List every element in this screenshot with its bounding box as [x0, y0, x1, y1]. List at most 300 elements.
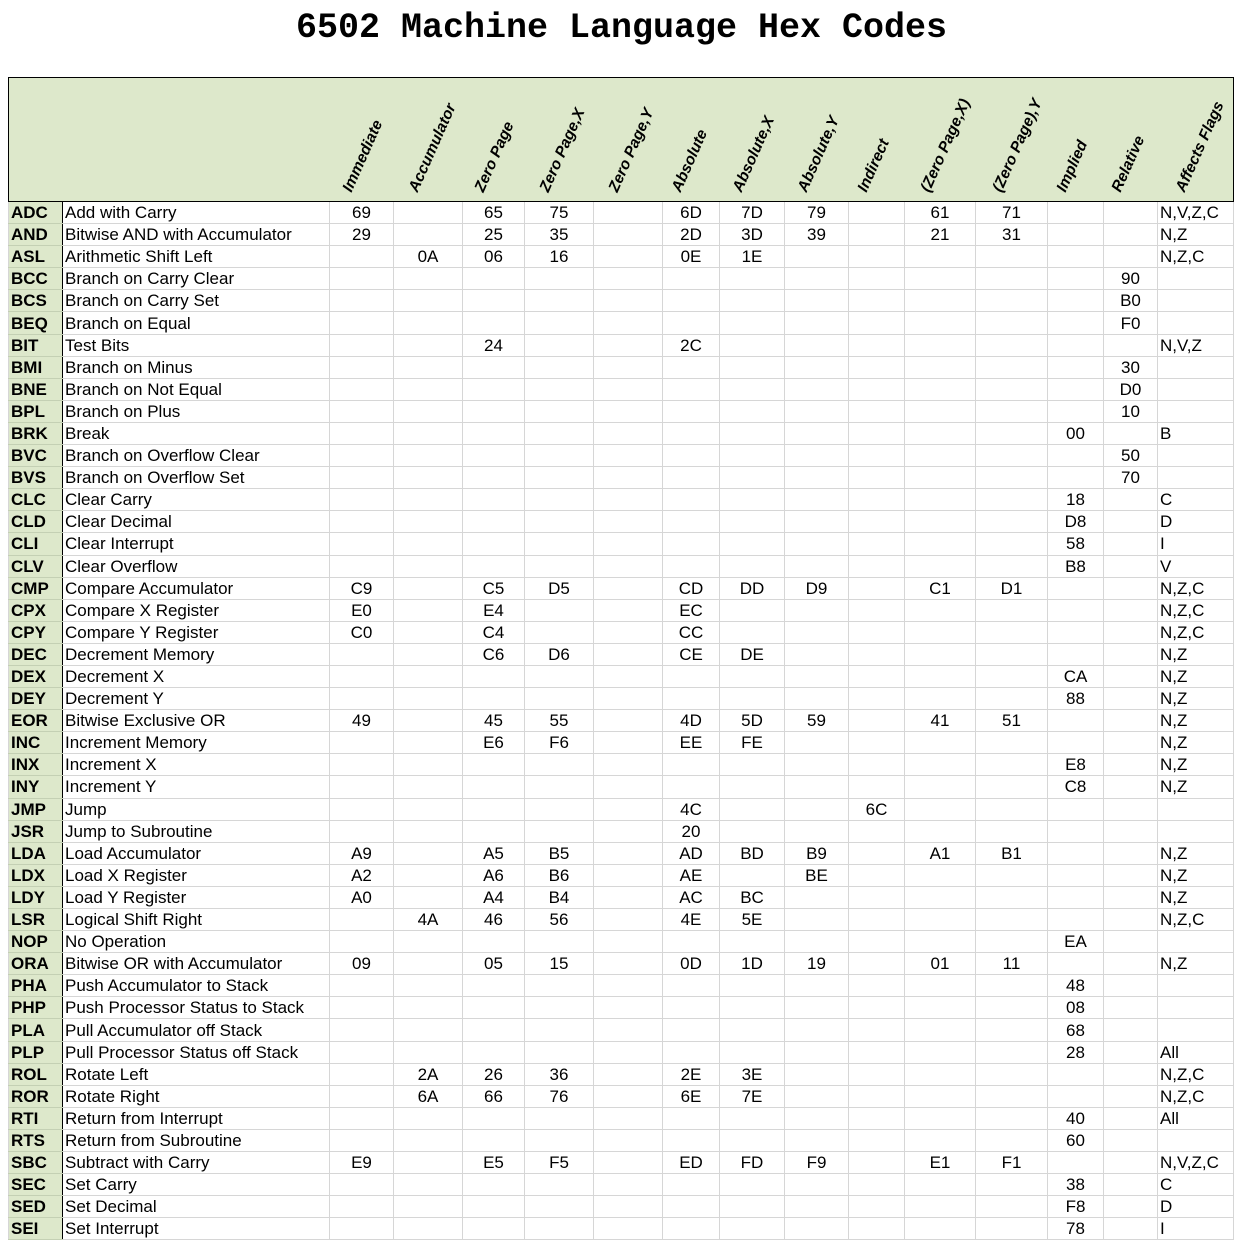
opcode-cell	[849, 246, 905, 268]
opcode-cell	[905, 1085, 976, 1107]
opcode-cell	[849, 842, 905, 864]
opcode-cell	[463, 378, 525, 400]
opcode-cell	[330, 533, 394, 555]
opcode-cell: 38	[1048, 1174, 1104, 1196]
mnemonic-cell: DEY	[9, 688, 63, 710]
opcode-cell: EA	[1048, 931, 1104, 953]
opcode-cell: A0	[330, 886, 394, 908]
opcode-cell	[1104, 555, 1158, 577]
opcode-cell	[785, 754, 849, 776]
opcode-cell	[525, 422, 594, 444]
description-cell: Bitwise Exclusive OR	[63, 710, 330, 732]
opcode-cell	[849, 202, 905, 224]
description-cell: Load Accumulator	[63, 842, 330, 864]
opcode-cell	[905, 268, 976, 290]
opcode-cell: EE	[663, 732, 720, 754]
opcode-cell	[976, 864, 1048, 886]
opcode-cell: 40	[1048, 1107, 1104, 1129]
table-row	[9, 909, 1234, 931]
opcode-cell	[663, 422, 720, 444]
description-cell: Pull Accumulator off Stack	[63, 1019, 330, 1041]
opcode-cell	[330, 643, 394, 665]
opcode-cell	[525, 312, 594, 334]
opcode-cell	[849, 931, 905, 953]
opcode-cell: AD	[663, 842, 720, 864]
table-row	[9, 312, 1234, 334]
description-cell: Clear Carry	[63, 489, 330, 511]
description-cell: Load Y Register	[63, 886, 330, 908]
opcode-cell: 69	[330, 202, 394, 224]
table-row	[9, 975, 1234, 997]
opcode-cell	[720, 798, 785, 820]
opcode-cell: 90	[1104, 268, 1158, 290]
opcode-cell: 6C	[849, 798, 905, 820]
opcode-cell	[976, 886, 1048, 908]
opcode-cell	[1104, 422, 1158, 444]
opcode-cell: 46	[463, 909, 525, 931]
opcode-cell: 20	[663, 820, 720, 842]
opcode-cell	[905, 931, 976, 953]
mnemonic-cell: ROR	[9, 1085, 63, 1107]
mnemonic-cell: EOR	[9, 710, 63, 732]
opcode-cell	[463, 356, 525, 378]
opcode-cell	[785, 422, 849, 444]
opcode-cell	[1104, 1152, 1158, 1174]
opcode-cell: E5	[463, 1152, 525, 1174]
opcode-cell	[905, 400, 976, 422]
description-cell: Branch on Carry Set	[63, 290, 330, 312]
opcode-cell	[394, 1218, 463, 1240]
opcode-cell: CA	[1048, 665, 1104, 687]
mnemonic-cell: ROL	[9, 1063, 63, 1085]
opcode-cell	[663, 290, 720, 312]
opcode-cell: A2	[330, 864, 394, 886]
opcode-cell: 68	[1048, 1019, 1104, 1041]
opcode-cell	[976, 489, 1048, 511]
table-row	[9, 864, 1234, 886]
opcode-cell	[663, 445, 720, 467]
opcode-cell	[849, 422, 905, 444]
opcode-cell: B5	[525, 842, 594, 864]
opcode-cell	[1048, 268, 1104, 290]
opcode-cell	[1048, 732, 1104, 754]
flags-cell	[1158, 312, 1234, 334]
opcode-cell	[849, 312, 905, 334]
opcode-cell	[849, 688, 905, 710]
flags-cell: N,Z,C	[1158, 621, 1234, 643]
opcode-cell	[1104, 1129, 1158, 1151]
opcode-cell: 88	[1048, 688, 1104, 710]
opcode-cell	[976, 975, 1048, 997]
flags-cell: B	[1158, 422, 1234, 444]
opcode-cell	[849, 1107, 905, 1129]
opcode-cell	[394, 533, 463, 555]
table-row	[9, 422, 1234, 444]
table-row	[9, 1085, 1234, 1107]
opcode-cell: 70	[1104, 467, 1158, 489]
description-cell: Branch on Plus	[63, 400, 330, 422]
table-row	[9, 555, 1234, 577]
opcode-cell	[976, 268, 1048, 290]
opcode-cell: A5	[463, 842, 525, 864]
opcode-cell	[394, 621, 463, 643]
opcode-cell	[976, 643, 1048, 665]
mnemonic-cell: BIT	[9, 334, 63, 356]
opcode-cell	[525, 290, 594, 312]
column-header-label: (Zero Page,X)	[917, 96, 974, 195]
column-header-label: Absolute,X	[729, 113, 779, 195]
opcode-cell: ED	[663, 1152, 720, 1174]
opcode-cell	[720, 1196, 785, 1218]
opcode-cell	[525, 378, 594, 400]
opcode-cell	[394, 1041, 463, 1063]
opcode-cell	[330, 820, 394, 842]
opcode-cell	[905, 886, 976, 908]
opcode-cell	[394, 953, 463, 975]
opcode-cell	[849, 732, 905, 754]
opcode-cell	[1104, 577, 1158, 599]
opcode-cell	[1104, 489, 1158, 511]
opcode-cell	[330, 268, 394, 290]
table-row	[9, 953, 1234, 975]
opcode-cell	[849, 1174, 905, 1196]
opcode-cell	[1048, 1152, 1104, 1174]
opcode-cell	[663, 975, 720, 997]
opcode-cell: 2E	[663, 1063, 720, 1085]
opcode-cell	[1048, 224, 1104, 246]
opcode-cell	[594, 224, 663, 246]
opcode-cell: 50	[1104, 445, 1158, 467]
table-row	[9, 1019, 1234, 1041]
opcode-cell	[330, 312, 394, 334]
column-header-label: Relative	[1108, 133, 1148, 195]
opcode-cell	[720, 467, 785, 489]
page-title: 6502 Machine Language Hex Codes	[295, 8, 948, 48]
opcode-cell	[905, 864, 976, 886]
opcode-cell: 51	[976, 710, 1048, 732]
table-row	[9, 842, 1234, 864]
table-row	[9, 621, 1234, 643]
description-cell: No Operation	[63, 931, 330, 953]
opcode-cell	[849, 356, 905, 378]
opcode-cell	[1048, 290, 1104, 312]
opcode-cell	[720, 975, 785, 997]
description-cell: Branch on Overflow Clear	[63, 445, 330, 467]
opcode-cell	[785, 975, 849, 997]
opcode-cell	[785, 776, 849, 798]
opcode-cell: B8	[1048, 555, 1104, 577]
opcode-cell: 65	[463, 202, 525, 224]
flags-cell	[1158, 1129, 1234, 1151]
opcode-cell	[463, 754, 525, 776]
mnemonic-cell: BRK	[9, 422, 63, 444]
column-header-label: Immediate	[339, 117, 386, 195]
opcode-cell	[1104, 864, 1158, 886]
mnemonic-cell: INX	[9, 754, 63, 776]
opcode-cell	[849, 886, 905, 908]
opcode-cell	[394, 842, 463, 864]
opcode-cell	[785, 467, 849, 489]
column-header	[849, 78, 905, 202]
opcode-cell: CD	[663, 577, 720, 599]
opcode-cell: B9	[785, 842, 849, 864]
flags-cell	[1158, 268, 1234, 290]
description-cell: Rotate Right	[63, 1085, 330, 1107]
opcode-cell	[463, 688, 525, 710]
mnemonic-cell: NOP	[9, 931, 63, 953]
description-cell: Load X Register	[63, 864, 330, 886]
flags-cell: D	[1158, 511, 1234, 533]
column-header-label: Absolute	[668, 127, 712, 195]
opcode-cell	[663, 665, 720, 687]
opcode-cell	[976, 1218, 1048, 1240]
opcode-cell	[905, 665, 976, 687]
opcode-cell: 2D	[663, 224, 720, 246]
opcode-cell	[905, 1063, 976, 1085]
description-cell: Jump to Subroutine	[63, 820, 330, 842]
opcode-cell: 16	[525, 246, 594, 268]
opcode-cell	[905, 467, 976, 489]
opcode-cell	[785, 909, 849, 931]
description-cell: Branch on Minus	[63, 356, 330, 378]
opcode-cell: AE	[663, 864, 720, 886]
opcode-cell: 15	[525, 953, 594, 975]
opcode-cell	[849, 864, 905, 886]
opcode-cell	[976, 533, 1048, 555]
mnemonic-cell: LSR	[9, 909, 63, 931]
column-header	[463, 78, 525, 202]
flags-cell	[1158, 820, 1234, 842]
opcode-cell	[785, 1063, 849, 1085]
opcode-cell	[663, 268, 720, 290]
opcode-cell	[849, 665, 905, 687]
opcode-cell	[720, 334, 785, 356]
opcode-cell: F5	[525, 1152, 594, 1174]
opcode-cell	[330, 1129, 394, 1151]
description-cell: Push Processor Status to Stack	[63, 997, 330, 1019]
opcode-cell: E8	[1048, 754, 1104, 776]
opcode-cell	[594, 400, 663, 422]
opcode-cell	[720, 1218, 785, 1240]
opcode-cell	[1048, 842, 1104, 864]
opcode-cell	[976, 599, 1048, 621]
opcode-cell	[525, 997, 594, 1019]
opcode-cell	[594, 1085, 663, 1107]
opcode-cell	[663, 931, 720, 953]
header-description-cell	[63, 78, 330, 202]
opcode-cell	[663, 489, 720, 511]
flags-cell: N,Z,C	[1158, 577, 1234, 599]
opcode-cell: 55	[525, 710, 594, 732]
opcode-cell: E4	[463, 599, 525, 621]
opcode-cell	[785, 489, 849, 511]
opcode-cell	[905, 378, 976, 400]
opcode-cell	[905, 643, 976, 665]
opcode-cell	[663, 776, 720, 798]
opcode-cell	[976, 1196, 1048, 1218]
flags-cell	[1158, 975, 1234, 997]
flags-cell: I	[1158, 533, 1234, 555]
opcode-cell	[849, 577, 905, 599]
opcode-cell: 05	[463, 953, 525, 975]
opcode-cell	[394, 268, 463, 290]
description-cell: Branch on Carry Clear	[63, 268, 330, 290]
opcode-cell: 3D	[720, 224, 785, 246]
opcode-cell: 09	[330, 953, 394, 975]
opcode-cell	[394, 820, 463, 842]
flags-cell	[1158, 798, 1234, 820]
opcode-cell: FE	[720, 732, 785, 754]
opcode-cell	[976, 688, 1048, 710]
opcode-cell	[463, 290, 525, 312]
opcode-cell	[1048, 798, 1104, 820]
opcode-cell	[663, 1019, 720, 1041]
column-header	[1158, 78, 1234, 202]
opcode-cell	[463, 400, 525, 422]
mnemonic-cell: ASL	[9, 246, 63, 268]
opcode-cell	[663, 1041, 720, 1063]
opcode-cell	[594, 621, 663, 643]
opcode-cell: F1	[976, 1152, 1048, 1174]
opcode-cell: 6E	[663, 1085, 720, 1107]
opcode-cell	[849, 710, 905, 732]
opcode-table	[8, 77, 1234, 1240]
opcode-cell	[394, 378, 463, 400]
opcode-cell	[905, 290, 976, 312]
mnemonic-cell: BNE	[9, 378, 63, 400]
opcode-cell	[394, 202, 463, 224]
opcode-cell	[525, 1107, 594, 1129]
opcode-cell: 39	[785, 224, 849, 246]
opcode-cell	[849, 445, 905, 467]
flags-cell	[1158, 931, 1234, 953]
flags-cell: All	[1158, 1041, 1234, 1063]
opcode-cell	[594, 555, 663, 577]
opcode-cell	[1048, 599, 1104, 621]
opcode-cell	[394, 312, 463, 334]
table-row	[9, 886, 1234, 908]
opcode-cell: 56	[525, 909, 594, 931]
flags-cell: N,V,Z,C	[1158, 1152, 1234, 1174]
opcode-cell	[785, 378, 849, 400]
opcode-cell: DE	[720, 643, 785, 665]
opcode-cell	[330, 688, 394, 710]
opcode-cell	[1048, 445, 1104, 467]
description-cell: Branch on Overflow Set	[63, 467, 330, 489]
opcode-cell	[394, 864, 463, 886]
opcode-cell	[330, 776, 394, 798]
opcode-cell	[976, 290, 1048, 312]
opcode-cell	[1104, 202, 1158, 224]
opcode-cell	[720, 422, 785, 444]
opcode-cell	[905, 445, 976, 467]
opcode-cell	[1104, 997, 1158, 1019]
opcode-cell	[720, 489, 785, 511]
opcode-cell	[976, 909, 1048, 931]
opcode-cell	[463, 997, 525, 1019]
opcode-cell: 08	[1048, 997, 1104, 1019]
description-cell: Clear Interrupt	[63, 533, 330, 555]
table-row	[9, 1041, 1234, 1063]
mnemonic-cell: CMP	[9, 577, 63, 599]
opcode-cell	[330, 997, 394, 1019]
flags-cell: N,Z	[1158, 842, 1234, 864]
opcode-cell	[849, 555, 905, 577]
opcode-cell: 18	[1048, 489, 1104, 511]
mnemonic-cell: SEC	[9, 1174, 63, 1196]
opcode-cell	[394, 290, 463, 312]
opcode-cell: A6	[463, 864, 525, 886]
opcode-cell: 4A	[394, 909, 463, 931]
opcode-cell	[785, 931, 849, 953]
flags-cell: N,Z	[1158, 886, 1234, 908]
mnemonic-cell: JMP	[9, 798, 63, 820]
opcode-cell	[905, 997, 976, 1019]
description-cell: Decrement Y	[63, 688, 330, 710]
table-row	[9, 1152, 1234, 1174]
opcode-cell: 6A	[394, 1085, 463, 1107]
description-cell: Branch on Not Equal	[63, 378, 330, 400]
description-cell: Set Carry	[63, 1174, 330, 1196]
opcode-cell	[905, 798, 976, 820]
opcode-cell	[1104, 1019, 1158, 1041]
opcode-cell	[976, 378, 1048, 400]
opcode-cell: 59	[785, 710, 849, 732]
table-row	[9, 290, 1234, 312]
table-row	[9, 665, 1234, 687]
opcode-cell	[394, 1152, 463, 1174]
description-cell: Return from Interrupt	[63, 1107, 330, 1129]
mnemonic-cell: BMI	[9, 356, 63, 378]
opcode-cell	[976, 356, 1048, 378]
opcode-cell	[394, 1196, 463, 1218]
opcode-cell: 24	[463, 334, 525, 356]
table-row	[9, 268, 1234, 290]
opcode-cell	[594, 776, 663, 798]
opcode-cell	[594, 268, 663, 290]
column-header-label: Zero Page,X	[536, 105, 589, 195]
opcode-cell: C1	[905, 577, 976, 599]
description-cell: Add with Carry	[63, 202, 330, 224]
opcode-cell	[785, 445, 849, 467]
opcode-cell	[905, 1019, 976, 1041]
opcode-cell	[976, 1041, 1048, 1063]
opcode-cell: BD	[720, 842, 785, 864]
opcode-cell: 10	[1104, 400, 1158, 422]
mnemonic-cell: ADC	[9, 202, 63, 224]
opcode-cell	[394, 511, 463, 533]
description-cell: Branch on Equal	[63, 312, 330, 334]
description-cell: Increment X	[63, 754, 330, 776]
opcode-cell	[463, 445, 525, 467]
opcode-cell	[330, 1107, 394, 1129]
opcode-cell	[976, 997, 1048, 1019]
opcode-cell	[594, 445, 663, 467]
opcode-cell	[849, 1152, 905, 1174]
opcode-cell	[849, 467, 905, 489]
opcode-cell	[785, 1174, 849, 1196]
opcode-cell	[594, 246, 663, 268]
opcode-cell	[976, 798, 1048, 820]
opcode-cell	[1104, 798, 1158, 820]
opcode-cell	[525, 621, 594, 643]
column-header	[1048, 78, 1104, 202]
opcode-cell	[330, 1063, 394, 1085]
opcode-cell	[976, 1085, 1048, 1107]
opcode-cell	[463, 820, 525, 842]
table-row	[9, 710, 1234, 732]
flags-cell: N,Z	[1158, 224, 1234, 246]
